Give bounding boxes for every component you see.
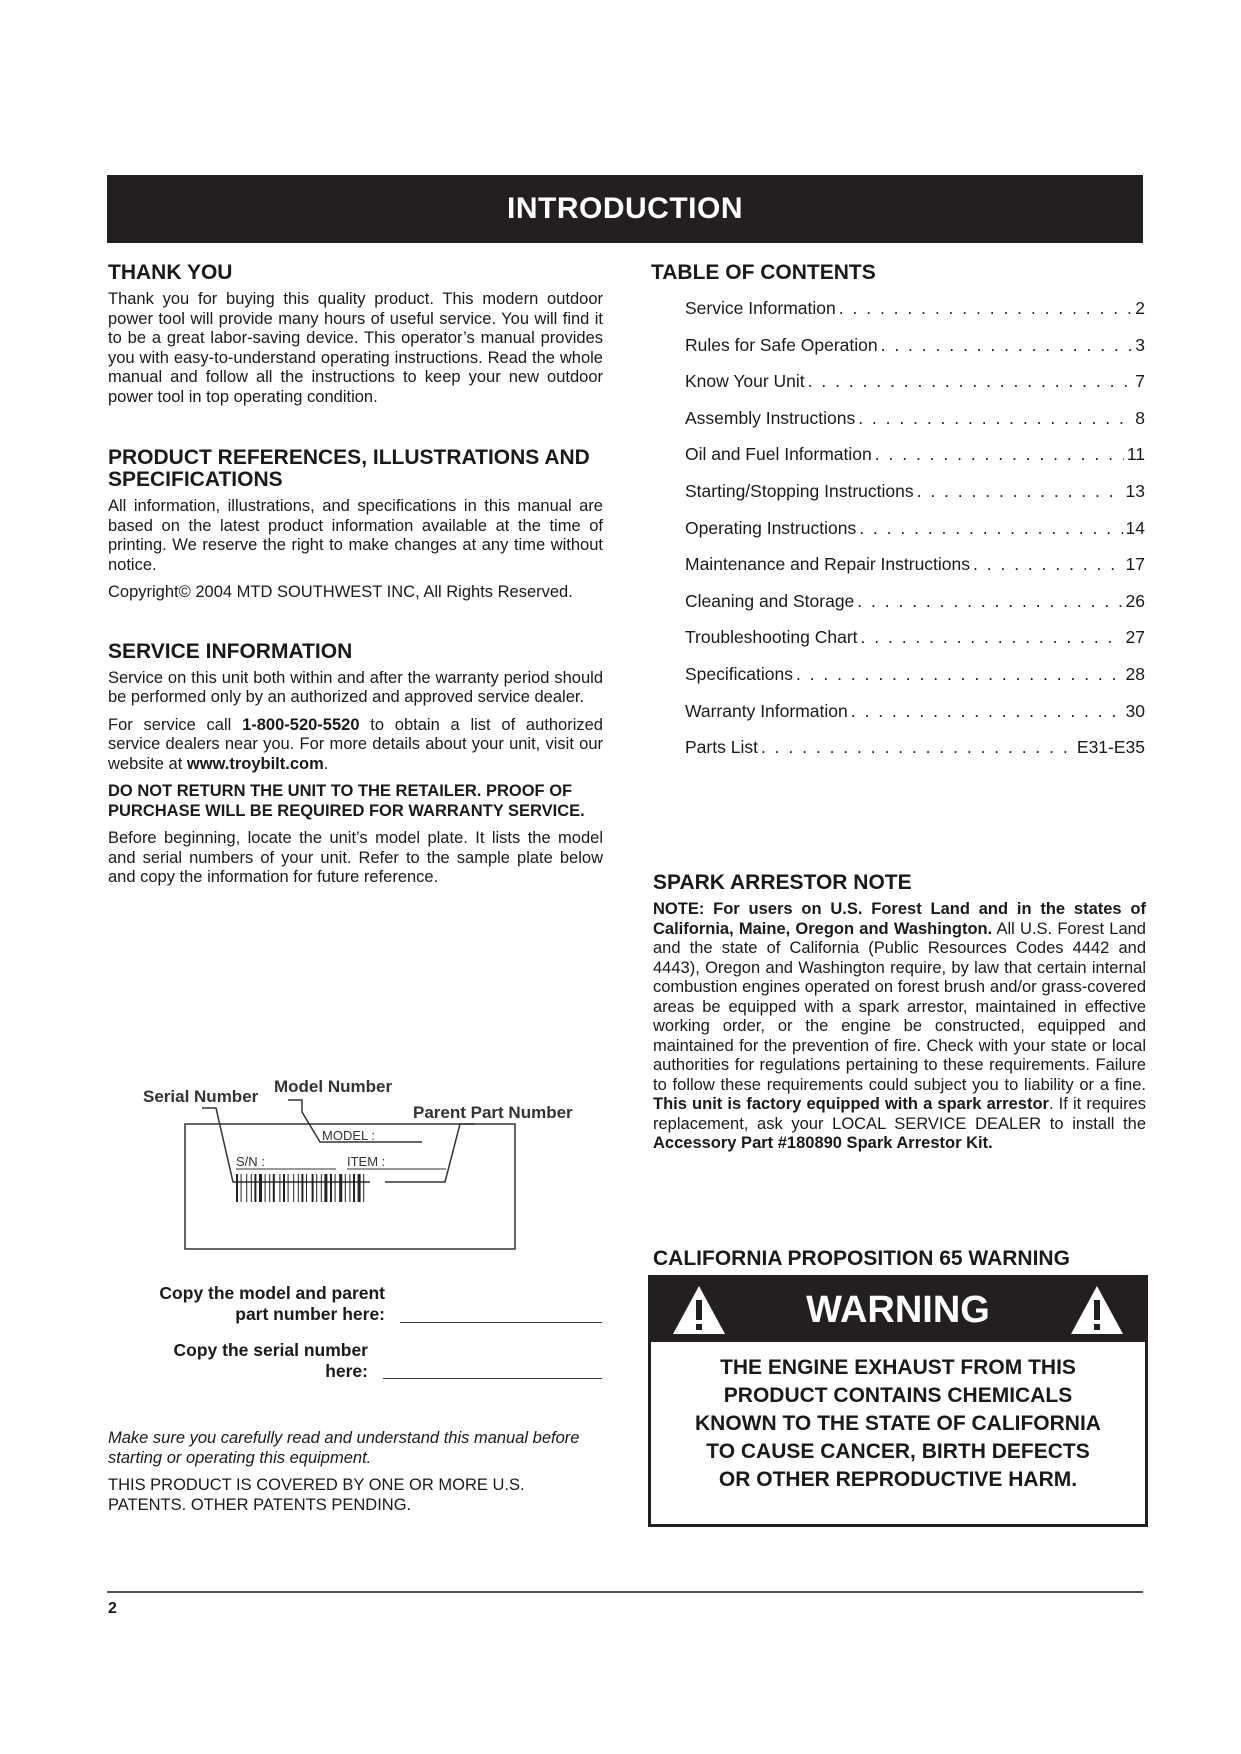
read-manual-note: Make sure you carefully read and understand this manual before starting or operating this equipment. — [108, 1429, 580, 1467]
spark-text — [653, 900, 1146, 1154]
page-footer-rule — [107, 1591, 1143, 1593]
toc-item — [685, 444, 1145, 481]
toc-item — [685, 481, 1145, 518]
model-write-line[interactable] — [400, 1322, 602, 1323]
toc-leader-dots — [858, 408, 1132, 445]
warning-line: PRODUCT CONTAINS CHEMICALS — [723, 1384, 1073, 1407]
service-text-2 — [108, 716, 603, 775]
toc-item — [685, 554, 1145, 591]
toc-item-page: 14 — [1125, 517, 1145, 538]
spark-text-c: . If it requires replacement, ask your LOCAL SERVICE DEALER to install the — [653, 1095, 1146, 1133]
toc-item — [685, 701, 1145, 738]
toc-item — [685, 737, 1145, 774]
barcode-bar — [236, 1174, 238, 1202]
barcode-bar — [358, 1174, 361, 1202]
serial-write-line[interactable] — [383, 1378, 602, 1379]
spark-section — [653, 872, 1146, 1162]
toc-item-page: 13 — [1125, 480, 1145, 501]
right-column — [651, 262, 1146, 774]
copyright-text: Copyright© 2004 MTD SOUTHWEST INC, All Rights Reserved. — [108, 583, 573, 601]
barcode-bar — [363, 1174, 364, 1202]
warning-line: KNOWN TO THE STATE OF CALIFORNIA — [695, 1412, 1101, 1435]
barcode-bar — [339, 1174, 342, 1202]
barcode-bar — [298, 1174, 299, 1202]
toc-item-title: Maintenance and Repair Instructions — [685, 554, 971, 575]
toc-item-page: 17 — [1125, 554, 1145, 575]
toc-item-page: 28 — [1125, 663, 1145, 684]
toc-item — [685, 518, 1145, 555]
barcode-bar — [288, 1174, 289, 1202]
spark-heading: SPARK ARRESTOR NOTE — [653, 871, 912, 894]
toc-leader-dots — [881, 335, 1133, 372]
serial-number-label: Serial Number — [143, 1087, 259, 1106]
copy-model-line-2: part number here: — [235, 1304, 385, 1324]
barcode-bar — [283, 1174, 285, 1202]
warning-triangle-icon — [1069, 1284, 1125, 1336]
spark-text-a: All U.S. Forest Land and the state of California (Public Resources Codes 4442 and 4443), Oregon and Washington require, by law that certain internal combustion engines operated on forest brush and/or grass-covered areas be equipped with a spark arrestor, maintained in effective working order, or the engine be constructed, equipped and maintained for the prevention of fire. Check with your state or local authorities for regulations pertaining to these requirements. Failure to follow these requirements could subject you to liability or a fine. — [653, 919, 1146, 1094]
barcode-bar — [251, 1174, 252, 1202]
barcode-bar — [273, 1174, 275, 1202]
left-column — [108, 262, 603, 896]
service-heading: SERVICE INFORMATION — [108, 639, 353, 663]
toc-item — [685, 298, 1145, 335]
return-notice: DO NOT RETURN THE UNIT TO THE RETAILER. PROOF OF PURCHASE WILL BE REQUIRED FOR WARRANTY SERVICE. — [108, 782, 585, 820]
toc-item — [685, 627, 1145, 664]
copy-serial-label — [108, 1340, 368, 1382]
toc-leader-dots — [839, 298, 1133, 335]
service-website[interactable]: www.troybilt.com — [186, 754, 324, 773]
barcode-bar — [330, 1174, 332, 1202]
toc-item-title: Know Your Unit — [685, 371, 805, 392]
barcode-bar — [254, 1174, 256, 1202]
toc-leader-dots — [875, 444, 1124, 481]
toc-leader-dots — [861, 627, 1123, 664]
toc-leader-dots — [761, 737, 1074, 774]
barcode-bar — [293, 1174, 294, 1202]
toc-item — [685, 371, 1145, 408]
service-text-2a: For service call — [108, 715, 243, 734]
toc-item-title: Oil and Fuel Information — [685, 444, 872, 465]
toc-item-page: 30 — [1125, 700, 1145, 721]
barcode-bar — [345, 1174, 346, 1202]
product-refs-text: All information, illustrations, and specifications in this manual are based on the latest product information available at the time of printing. We reserve the right to make changes at any time without notice. — [108, 497, 603, 574]
toc-item-title: Troubleshooting Chart — [685, 627, 858, 648]
banner-title: INTRODUCTION — [507, 192, 743, 225]
model-plate-text: Before beginning, locate the unit’s model plate. It lists the model and serial numbers of your unit. Refer to the sample plate below and copy the information for future reference. — [108, 829, 603, 886]
toc-item — [685, 664, 1145, 701]
page-number: 2 — [108, 1600, 117, 1617]
model-plate-svg — [140, 1072, 580, 1252]
toc-heading: TABLE OF CONTENTS — [651, 261, 876, 284]
toc-list — [651, 298, 1145, 774]
toc-leader-dots — [973, 554, 1123, 591]
service-text-2b: to obtain a list of authorized service dealers near you. For more details about your unit, visit our website at — [108, 715, 603, 773]
model-number-label: Model Number — [274, 1077, 393, 1096]
barcode-bar — [265, 1174, 266, 1202]
toc-item — [685, 408, 1145, 445]
warning-line: THE ENGINE EXHAUST FROM THIS — [720, 1356, 1076, 1379]
prop65-warning-box — [648, 1275, 1148, 1527]
copy-model-line-1: Copy the model and parent — [159, 1283, 385, 1303]
barcode-bar — [324, 1174, 327, 1202]
toc-item-page: 8 — [1135, 407, 1145, 428]
toc-item-title: Operating Instructions — [685, 517, 857, 538]
warning-header — [651, 1278, 1145, 1342]
spark-text-d: Accessory Part #180890 Spark Arrestor Kit. — [653, 1134, 993, 1152]
sn-field-label: S/N : — [236, 1154, 265, 1169]
toc-leader-dots — [808, 371, 1133, 408]
toc-item — [685, 591, 1145, 628]
barcode-bar — [246, 1174, 247, 1202]
barcode-bar — [279, 1174, 280, 1202]
barcode-bar — [301, 1174, 303, 1202]
item-field-label: ITEM : — [347, 1154, 386, 1169]
toc-item-title: Specifications — [685, 663, 793, 684]
model-field-label: MODEL : — [322, 1128, 375, 1143]
spark-text-b: This unit is factory equipped with a spark arrestor — [653, 1095, 1049, 1113]
copy-model-label — [108, 1283, 385, 1325]
barcode-bar — [349, 1174, 350, 1202]
toc-item-title: Parts List — [685, 737, 758, 758]
toc-item-title: Starting/Stopping Instructions — [685, 480, 914, 501]
warning-triangle-icon — [671, 1284, 727, 1336]
barcode-bar — [335, 1174, 336, 1202]
toc-item-page: 11 — [1126, 444, 1145, 465]
toc-item-page: 7 — [1135, 371, 1145, 392]
toc-item-title: Cleaning and Storage — [685, 590, 855, 611]
barcode-bar — [316, 1174, 317, 1202]
warning-line: TO CAUSE CANCER, BIRTH DEFECTS — [706, 1440, 1090, 1463]
barcode-bar — [241, 1174, 242, 1202]
toc-item-title: Assembly Instructions — [685, 407, 856, 428]
toc-item-page: E31-E35 — [1076, 737, 1145, 758]
footer-notes — [108, 1429, 603, 1523]
product-refs-heading: PRODUCT REFERENCES, ILLUSTRATIONS AND SPECIFICATIONS — [108, 446, 590, 491]
service-text-2c: . — [323, 754, 329, 773]
toc-item-page: 2 — [1135, 298, 1145, 318]
service-text-1: Service on this unit both within and after the warranty period should be performed only by an authorized and approved service dealer. — [108, 668, 603, 706]
prop65-heading: CALIFORNIA PROPOSITION 65 WARNING — [653, 1247, 1070, 1270]
thank-you-heading: THANK YOU — [108, 261, 233, 284]
patents-note: THIS PRODUCT IS COVERED BY ONE OR MORE U.S. PATENTS. OTHER PATENTS PENDING. — [108, 1476, 525, 1514]
toc-item-title: Rules for Safe Operation — [685, 334, 878, 355]
service-phone: 1-800-520-5520 — [242, 715, 360, 734]
toc-leader-dots — [857, 591, 1122, 628]
warning-line: OR OTHER REPRODUCTIVE HARM. — [718, 1468, 1078, 1491]
section-banner — [107, 175, 1143, 243]
barcode-bar — [269, 1174, 270, 1202]
warning-title: WARNING — [806, 1288, 990, 1331]
parent-part-number-label: Parent Part Number — [413, 1103, 573, 1122]
toc-leader-dots — [796, 664, 1123, 701]
model-plate-diagram — [140, 1072, 580, 1252]
thank-you-text: Thank you for buying this quality product. This modern outdoor power tool will provide many hours of useful service. You will find it to be a great labor-saving device. This operator’s manual provides you with easy-to-understand operating instructions. Read the whole manual and follow all the instructions to keep your new outdoor power tool in top operating condition. — [108, 290, 603, 406]
toc-leader-dots — [859, 518, 1122, 555]
warning-text — [651, 1342, 1145, 1494]
copy-serial-line-2: here: — [325, 1361, 368, 1381]
barcode-bar — [306, 1174, 307, 1202]
toc-leader-dots — [917, 481, 1123, 518]
barcode-bar — [312, 1174, 314, 1202]
toc-leader-dots — [851, 701, 1123, 738]
toc-item-title: Warranty Information — [685, 700, 848, 721]
copy-serial-line-1: Copy the serial number — [173, 1340, 368, 1360]
barcode-bar — [259, 1174, 262, 1202]
toc-item-page: 27 — [1125, 627, 1145, 648]
toc-item — [685, 335, 1145, 372]
spark-note-bold: NOTE: For users on U.S. Forest Land and in the states of California, Maine, Oregon and Washington. — [653, 900, 1146, 938]
toc-item-page: 26 — [1125, 590, 1145, 611]
barcode-bar — [321, 1174, 322, 1202]
barcode-bar — [353, 1174, 355, 1202]
toc-item-title: Service Information — [685, 298, 836, 318]
toc-item-page: 3 — [1135, 334, 1145, 355]
